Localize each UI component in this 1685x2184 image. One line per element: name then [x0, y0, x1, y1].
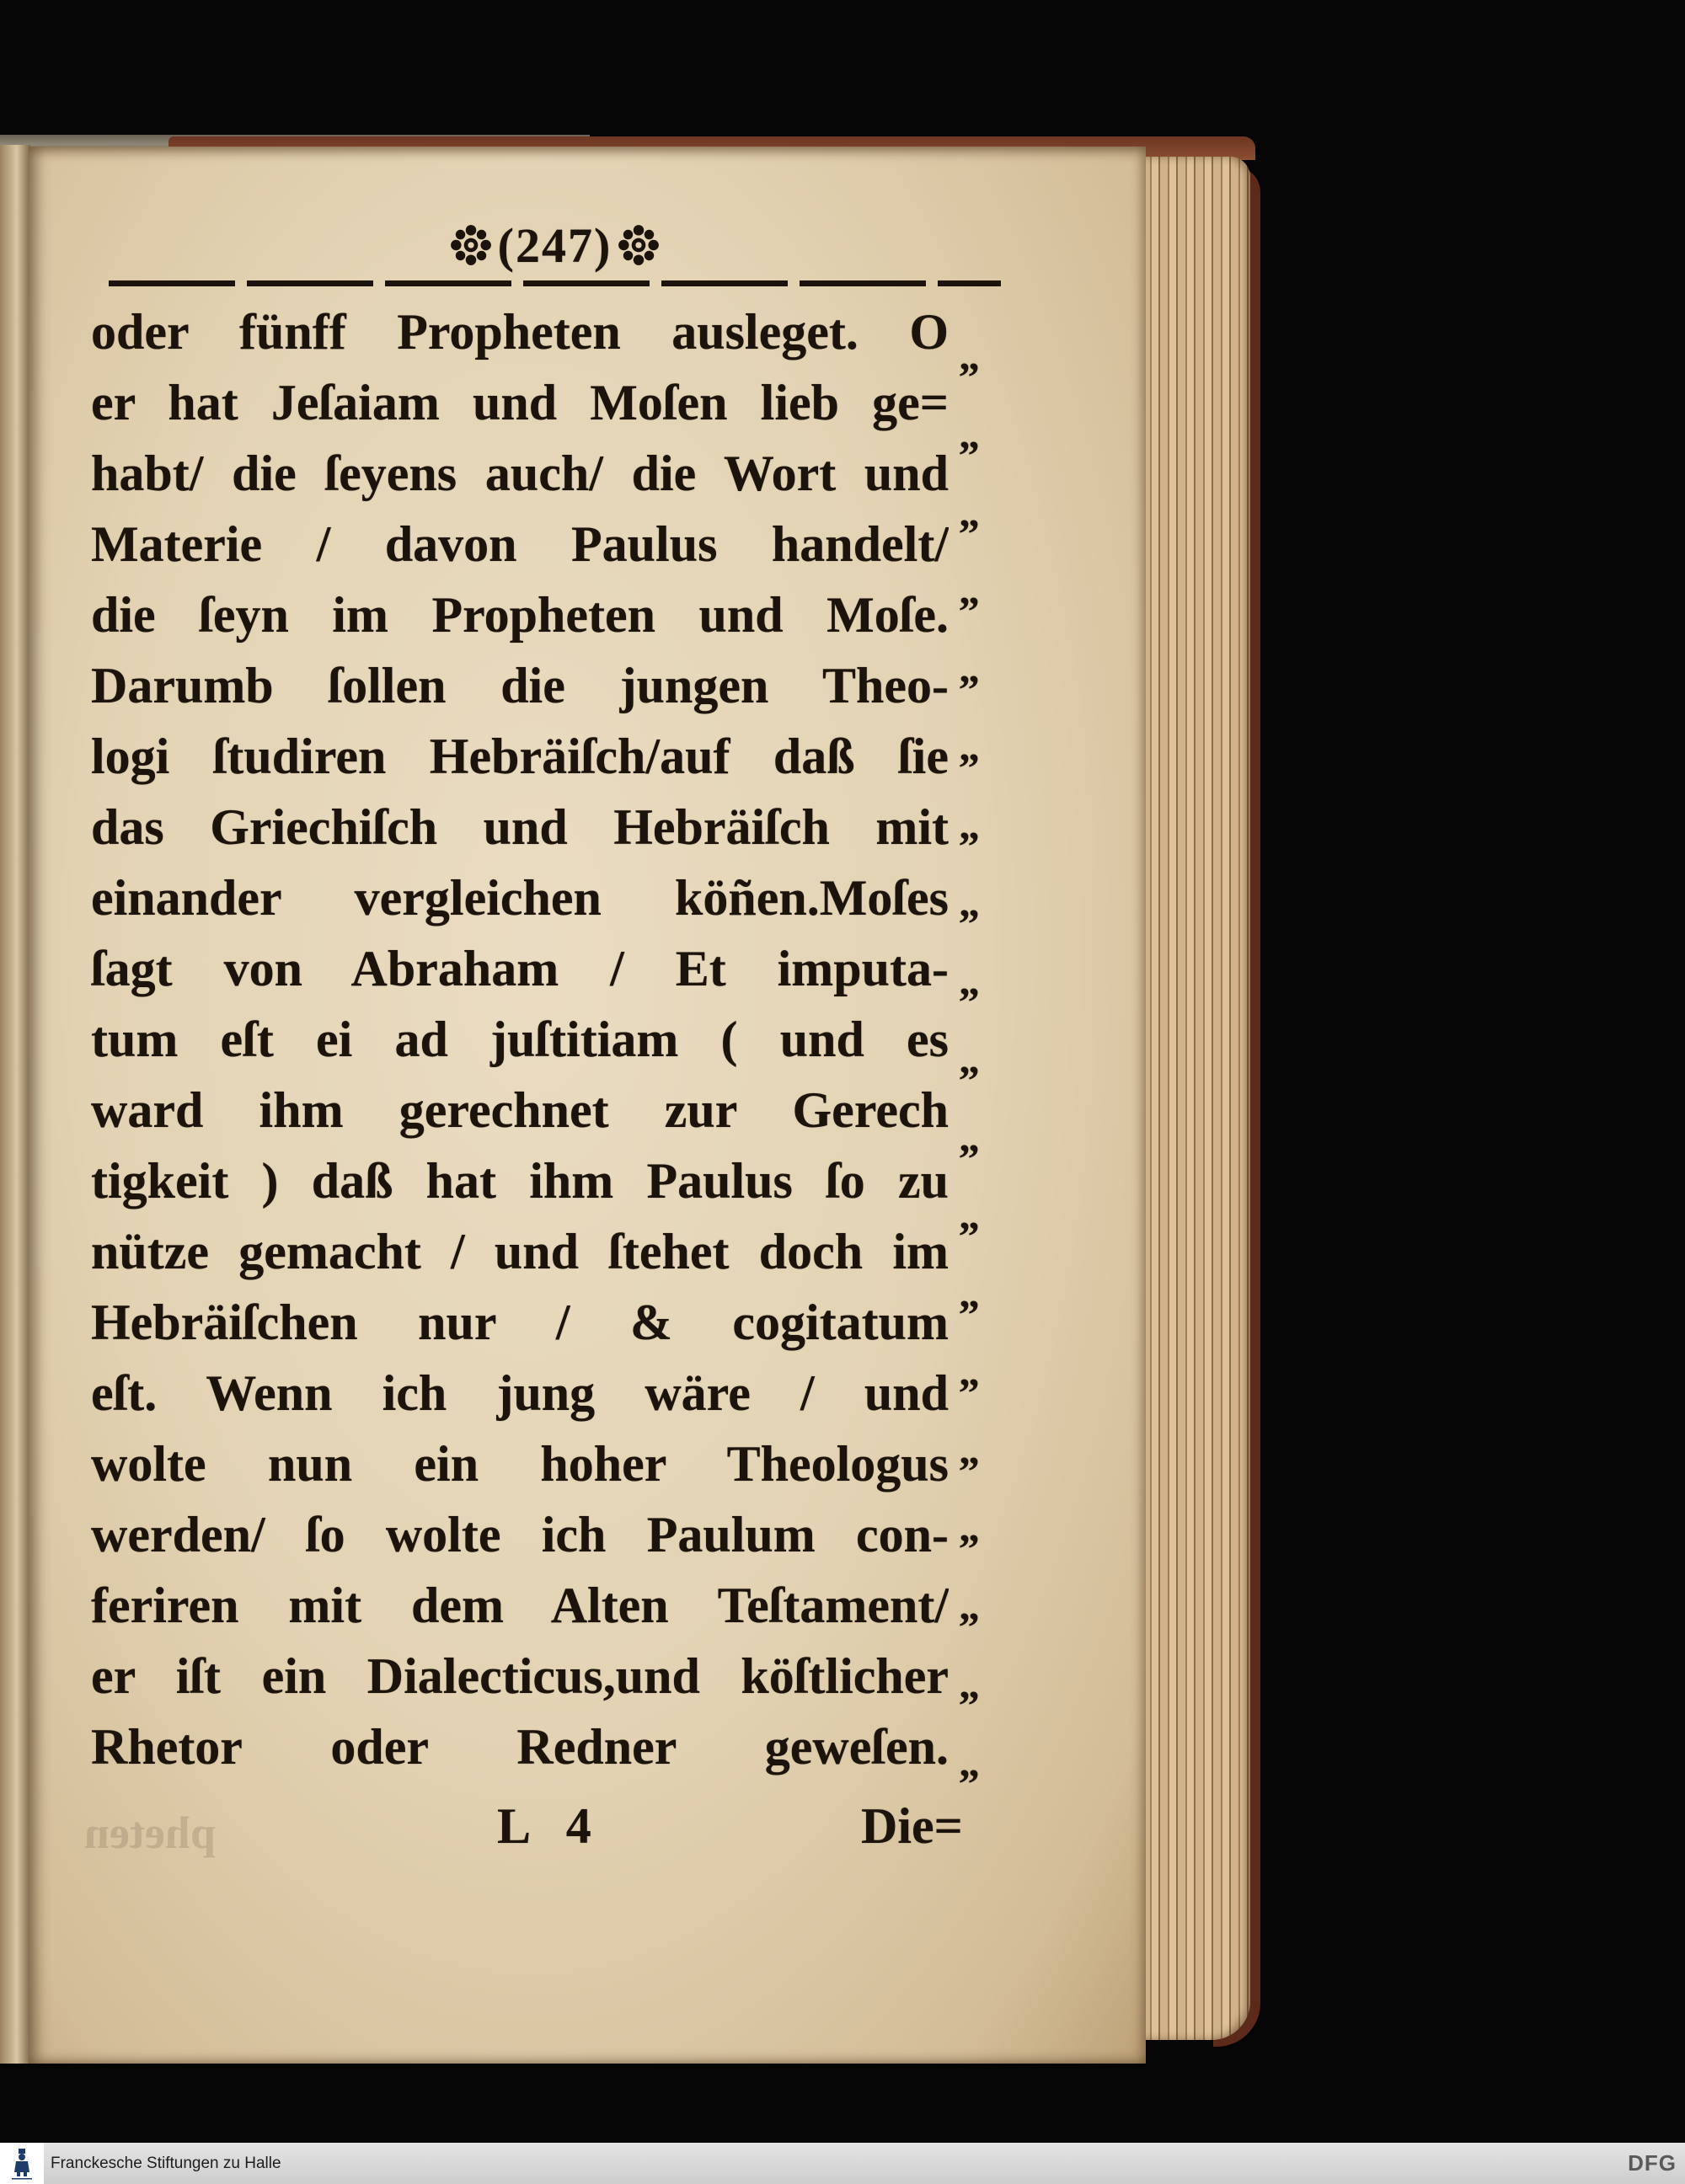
quotation-mark: „ — [959, 1425, 980, 1473]
text-line: werden/ ſo wolte ich Paulum con- — [91, 1507, 949, 1562]
text-line: er iſt ein Dialecticus,und köſtlicher — [91, 1648, 949, 1704]
quotation-mark: „ — [959, 1660, 980, 1708]
text-line: Rhetor oder Redner geweſen. — [91, 1719, 949, 1775]
franckesche-stiftungen-logo-icon — [0, 2143, 44, 2184]
text-line: tigkeit ) daß hat ihm Paulus ſo zu — [91, 1153, 949, 1209]
text-line: die ſeyn im Propheten und Moſe. — [91, 587, 949, 643]
header-rule — [109, 280, 1001, 286]
quotation-mark: „ — [959, 1503, 980, 1551]
quotation-mark: „ — [959, 644, 980, 692]
text-line: ward ihm gerechnet zur Gerech — [91, 1082, 949, 1138]
text-line: Darumb ſollen die jungen Theo- — [91, 658, 949, 713]
left-page-edge — [0, 145, 30, 2064]
quotation-mark: „ — [959, 800, 980, 848]
footer-bar — [0, 2143, 1685, 2184]
text-line: ſagt von Abraham / Et imputa- — [91, 941, 949, 996]
catchword: Die= — [861, 1798, 963, 1854]
signature-mark: L 4 — [497, 1798, 591, 1854]
text-line: das Griechiſch und Hebräiſch mit — [91, 799, 949, 855]
flower-ornament-icon — [449, 223, 493, 267]
quotation-mark: „ — [959, 566, 980, 614]
dfg-logo: DFG — [1628, 2150, 1677, 2176]
body-text — [91, 296, 949, 1782]
institution-name: Franckesche Stiftungen zu Halle — [51, 2155, 281, 2172]
text-line: er hat Jeſaiam und Moſen lieb ge= — [91, 375, 949, 430]
flower-ornament-icon — [617, 223, 661, 267]
quotation-mark: „ — [959, 957, 980, 1005]
quotation-mark: „ — [959, 1113, 980, 1161]
quotation-mark: „ — [959, 1191, 980, 1239]
quotation-mark: „ — [959, 878, 980, 926]
text-line: nütze gemacht / und ſtehet doch im — [91, 1224, 949, 1279]
quotation-mark-column — [959, 334, 1009, 1784]
quotation-mark: „ — [959, 722, 980, 770]
page-number: (247) — [497, 217, 612, 273]
text-line: einander vergleichen köñen.Moſes — [91, 870, 949, 926]
page-header — [109, 216, 1001, 275]
quotation-mark: „ — [959, 1034, 980, 1082]
text-line: oder fünff Propheten ausleget. O — [91, 304, 949, 360]
quotation-mark: „ — [959, 1738, 980, 1786]
text-line: feriren mit dem Alten Teſtament/ — [91, 1578, 949, 1633]
quotation-mark: „ — [959, 1269, 980, 1317]
text-line: wolte nun ein hoher Theologus — [91, 1436, 949, 1492]
text-line: habt/ die ſeyens auch/ die Wort und — [91, 446, 949, 501]
text-line: logi ſtudiren Hebräiſch/auf daß ſie — [91, 729, 949, 784]
text-line: eſt. Wenn ich jung wäre / und — [91, 1365, 949, 1421]
show-through-text: pheten — [84, 1808, 217, 1858]
text-line: tum eſt ei ad juſtitiam ( und es — [91, 1012, 949, 1067]
text-line: Hebräiſchen nur / & cogitatum — [91, 1295, 949, 1350]
quotation-mark: „ — [959, 409, 980, 457]
quotation-mark: „ — [959, 332, 980, 379]
quotation-mark: „ — [959, 488, 980, 536]
quotation-mark: „ — [959, 1347, 980, 1395]
quotation-mark: „ — [959, 1582, 980, 1630]
page-fore-edge-stack — [1142, 157, 1250, 2040]
text-line: Materie / davon Paulus handelt/ — [91, 516, 949, 572]
